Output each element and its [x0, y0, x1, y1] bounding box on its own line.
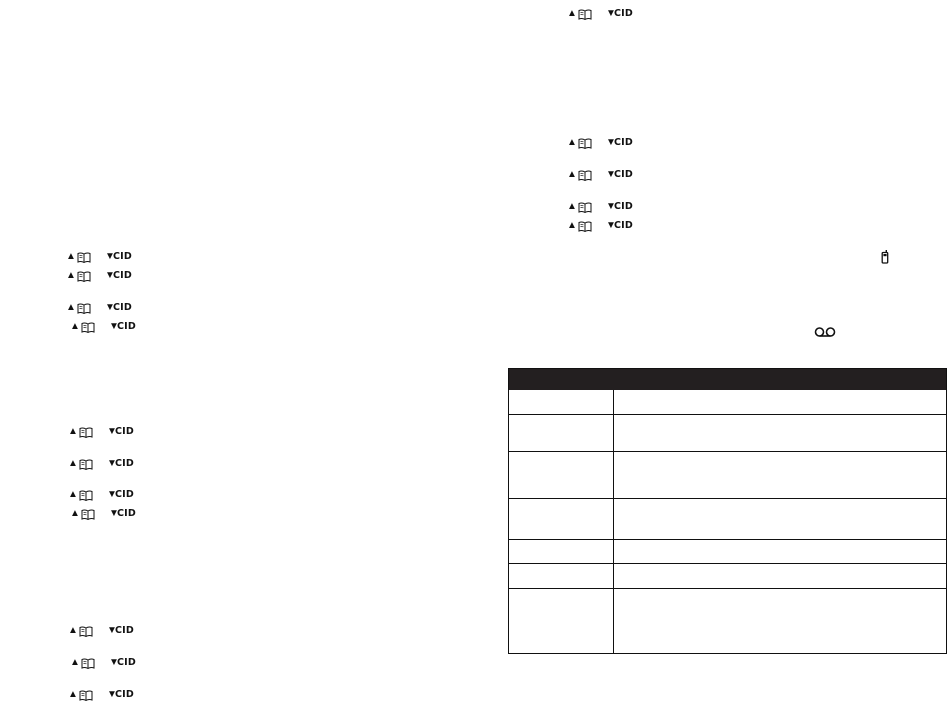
- phonebook-icon: [81, 322, 95, 333]
- cid-label: CID: [115, 689, 134, 700]
- key-symbol-row: [567, 136, 633, 150]
- table-row-divider: [509, 414, 946, 415]
- up-arrow-icon: ▲: [68, 426, 78, 437]
- down-arrow-icon: ▼: [109, 321, 119, 332]
- phonebook-icon: [77, 271, 91, 282]
- cid-label: CID: [115, 625, 134, 636]
- down-arrow-icon: ▼: [107, 426, 117, 437]
- phonebook-icon: [81, 509, 95, 520]
- key-symbol-row: [567, 7, 633, 21]
- cid-label: CID: [117, 657, 136, 668]
- key-symbol-row: [70, 507, 136, 521]
- key-symbol-row: [70, 656, 136, 670]
- phonebook-icon: [578, 138, 592, 149]
- cid-label: CID: [113, 270, 132, 281]
- voicemail-icon: [814, 326, 836, 338]
- down-arrow-icon: ▼: [606, 8, 616, 19]
- down-arrow-icon: ▼: [606, 220, 616, 231]
- info-table: [508, 368, 947, 654]
- phonebook-icon: [578, 170, 592, 181]
- down-arrow-icon: ▼: [107, 489, 117, 500]
- phonebook-icon: [578, 221, 592, 232]
- up-arrow-icon: ▲: [70, 321, 80, 332]
- table-column-divider: [613, 390, 614, 653]
- key-symbol-row: [567, 219, 633, 233]
- key-symbol-row: [567, 200, 633, 214]
- key-symbol-row: [68, 624, 134, 638]
- key-symbol-row: [68, 488, 134, 502]
- phonebook-icon: [77, 303, 91, 314]
- up-arrow-icon: ▲: [68, 489, 78, 500]
- key-symbol-row: [66, 301, 132, 315]
- table-row-divider: [509, 451, 946, 452]
- down-arrow-icon: ▼: [109, 657, 119, 668]
- up-arrow-icon: ▲: [68, 625, 78, 636]
- down-arrow-icon: ▼: [105, 302, 115, 313]
- up-arrow-icon: ▲: [567, 169, 577, 180]
- up-arrow-icon: ▲: [68, 689, 78, 700]
- table-row-divider: [509, 588, 946, 589]
- handset-icon: [881, 250, 889, 264]
- up-arrow-icon: ▲: [567, 137, 577, 148]
- table-header: [509, 369, 946, 390]
- down-arrow-icon: ▼: [109, 508, 119, 519]
- down-arrow-icon: ▼: [107, 625, 117, 636]
- up-arrow-icon: ▲: [66, 302, 76, 313]
- up-arrow-icon: ▲: [567, 8, 577, 19]
- key-symbol-row: [70, 320, 136, 334]
- key-symbol-row: [66, 250, 132, 264]
- down-arrow-icon: ▼: [606, 137, 616, 148]
- phonebook-icon: [79, 427, 93, 438]
- phonebook-icon: [578, 9, 592, 20]
- cid-label: CID: [614, 201, 633, 212]
- cid-label: CID: [614, 8, 633, 19]
- down-arrow-icon: ▼: [107, 689, 117, 700]
- phonebook-icon: [79, 490, 93, 501]
- up-arrow-icon: ▲: [70, 657, 80, 668]
- up-arrow-icon: ▲: [567, 201, 577, 212]
- phonebook-icon: [79, 626, 93, 637]
- table-row-divider: [509, 563, 946, 564]
- phonebook-icon: [81, 658, 95, 669]
- up-arrow-icon: ▲: [68, 458, 78, 469]
- up-arrow-icon: ▲: [66, 251, 76, 262]
- up-arrow-icon: ▲: [66, 270, 76, 281]
- cid-label: CID: [117, 321, 136, 332]
- down-arrow-icon: ▼: [606, 169, 616, 180]
- phonebook-icon: [79, 459, 93, 470]
- cid-label: CID: [113, 302, 132, 313]
- cid-label: CID: [614, 137, 633, 148]
- cid-label: CID: [115, 426, 134, 437]
- key-symbol-row: [68, 457, 134, 471]
- phonebook-icon: [578, 202, 592, 213]
- cid-label: CID: [614, 220, 633, 231]
- key-symbol-row: [68, 425, 134, 439]
- down-arrow-icon: ▼: [606, 201, 616, 212]
- down-arrow-icon: ▼: [105, 270, 115, 281]
- key-symbol-row: [66, 269, 132, 283]
- cid-label: CID: [614, 169, 633, 180]
- cid-label: CID: [115, 489, 134, 500]
- key-symbol-row: [567, 168, 633, 182]
- table-row-divider: [509, 539, 946, 540]
- key-symbol-row: [68, 688, 134, 702]
- cid-label: CID: [115, 458, 134, 469]
- phonebook-icon: [77, 252, 91, 263]
- down-arrow-icon: ▼: [107, 458, 117, 469]
- phonebook-icon: [79, 690, 93, 701]
- up-arrow-icon: ▲: [70, 508, 80, 519]
- cid-label: CID: [117, 508, 136, 519]
- down-arrow-icon: ▼: [105, 251, 115, 262]
- table-row-divider: [509, 498, 946, 499]
- cid-label: CID: [113, 251, 132, 262]
- up-arrow-icon: ▲: [567, 220, 577, 231]
